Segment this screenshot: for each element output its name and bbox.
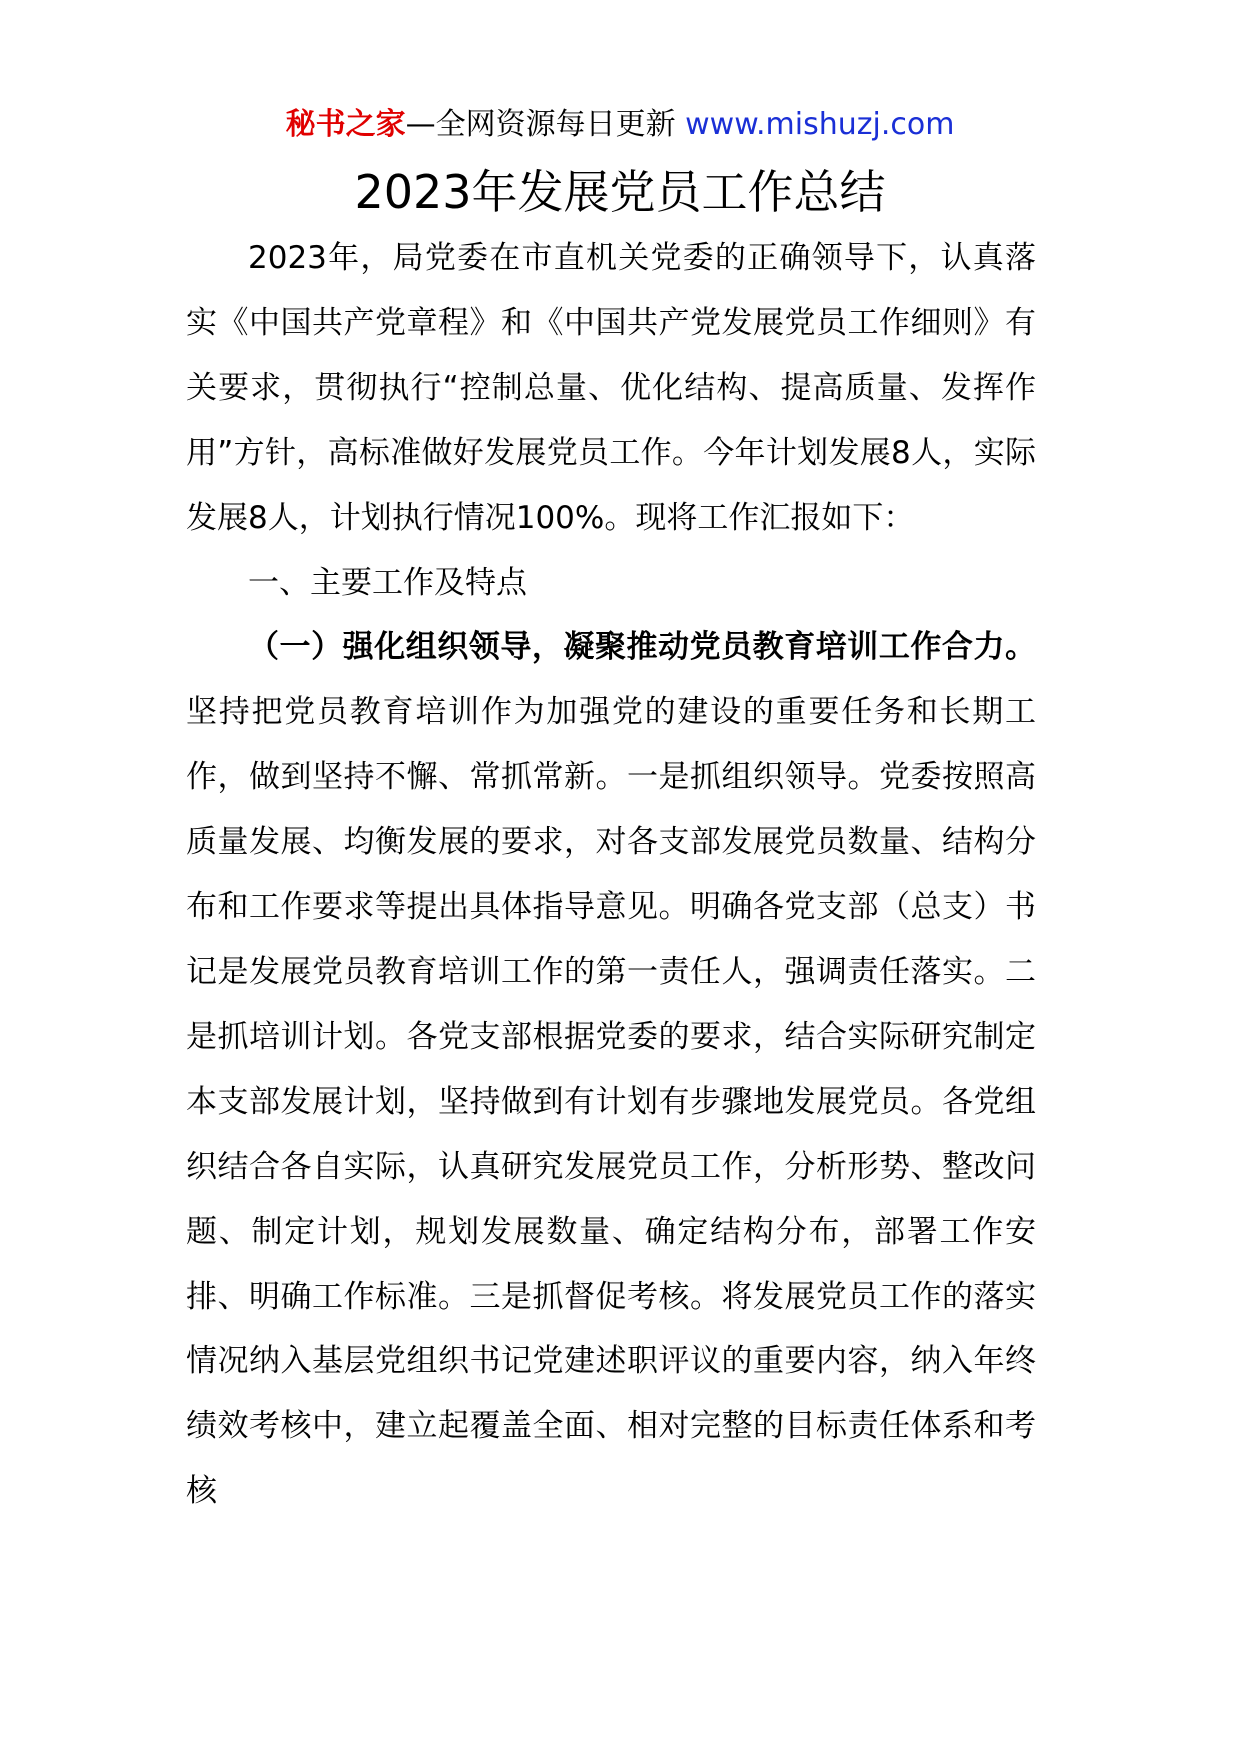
site-url[interactable]: www.mishuzj.com (685, 107, 955, 142)
section-heading-1: 一、主要工作及特点 (248, 564, 527, 601)
brand-name: 秘书之家 (285, 107, 406, 142)
document-body (186, 226, 1036, 1524)
site-header (0, 103, 1240, 147)
subsection-body-1: 坚持把党员教育培训作为加强党的建设的重要任务和长期工作，做到坚持不懈、常抓常新。一是抓组织领导。党委按照高质量发展、均衡发展的要求，对各支部发展党员数量、结构分布和工作要求等提出具体指导意见。明确各党支部（总支）书记是发展党员教育培训工作的第一责任人，强调责任落实。二是抓培训计划。各党支部根据党委的要求，结合实际研究制定本支部发展计划，坚持做到有计划有步骤地发展党员。各党组织结合各自实际，认真研究发展党员工作，分析形势、整改问题、制定计划，规划发展数量、确定结构分布，部署工作安排、明确工作标准。三是抓督促考核。将发展党员工作的落实情况纳入基层党组织书记党建述职评议的重要内容，纳入年终绩效考核中，建立起覆盖全面、相对完整的目标责任体系和考核 (186, 694, 1036, 1510)
intro-paragraph: 2023年，局党委在市直机关党委的正确领导下，认真落实《中国共产党章程》和《中国共产党发展党员工作细则》有关要求，贯彻执行“控制总量、优化结构、提高质量、发挥作用”方针，高标准做好发展党员工作。今年计划发展8人，实际发展8人，计划执行情况100%。现将工作汇报如下： (186, 240, 1036, 536)
header-tagline: —全网资源每日更新 (405, 107, 686, 142)
subsection-heading-1: （一）强化组织领导，凝聚推动党员教育培训工作合力。 (248, 629, 1036, 666)
subsection-paragraph-1 (186, 615, 1036, 1524)
document-title: 2023年发展党员工作总结 (354, 165, 886, 219)
